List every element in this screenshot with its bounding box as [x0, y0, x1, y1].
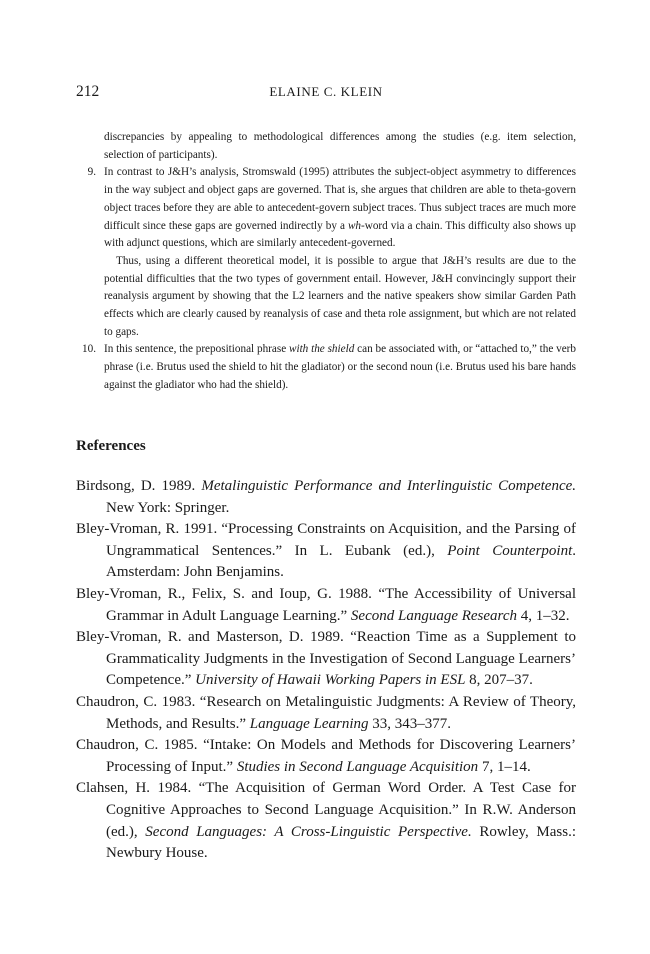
reference-entry	[76, 627, 576, 692]
note-10	[76, 341, 576, 394]
endnotes	[76, 129, 576, 395]
note-continued	[76, 129, 576, 164]
note-number: 10.	[82, 343, 96, 356]
note-paragraph	[104, 341, 576, 394]
reference-text: 7, 1–14.	[478, 758, 531, 775]
reference-entry	[76, 735, 576, 778]
reference-text: . Amsterdam: John Benjamins.	[106, 542, 577, 581]
note-text: Thus, using a different theoretical model, it is possible to argue that J&H’s results are due to the potential difficulties that the two types of government entail. However, J&H convincingly support their reanalysis argument by showing that the L2 learners and the native speakers show similar Garden Path effects which are clearly caused by reanalysis of case and theta role assignment, but which are not related to gaps.	[104, 254, 576, 338]
reference-title: University of Hawaii Working Papers in ESL	[195, 672, 466, 689]
reference-entry	[76, 584, 576, 627]
page-number: 212	[76, 83, 100, 100]
reference-text: Chaudron, C. 1983. “Research on Metalinguistic Judgments: A Review of Theory, Methods, and Results.”	[76, 693, 576, 732]
reference-text: Bley-Vroman, R. 1991. “Processing Constraints on Acquisition, and the Parsing of Ungrammatical Sentences.” In L. Eubank (ed.),	[76, 521, 576, 559]
reference-title: Studies in Second Language Acquisition	[236, 758, 479, 775]
reference-title: Second Language Research	[350, 607, 517, 624]
reference-entry	[76, 778, 576, 864]
note-number: 9.	[87, 166, 96, 179]
note-9	[76, 164, 576, 341]
reference-title: Language Learning	[249, 715, 369, 732]
note-paragraph	[104, 253, 576, 342]
reference-text: New York: Springer.	[106, 499, 230, 516]
reference-text: Bley-Vroman, R. and Masterson, D. 1989. “Reaction Time as a Supplement to Grammaticality Judgments in the Investigation of Second Language Learners’ Competence.”	[76, 629, 576, 689]
reference-entry	[76, 519, 576, 584]
reference-title: Metalinguistic Performance and Interlinguistic Competence.	[201, 478, 577, 494]
note-text: -word via a chain. This difficulty also shows up with adjunct questions, which are similarly antecedent-governed.	[104, 219, 576, 250]
reference-text: 4, 1–32.	[517, 607, 570, 624]
references-section	[76, 438, 576, 865]
note-text-italic: wh	[347, 219, 362, 232]
reference-text: 8, 207–37.	[465, 672, 533, 689]
note-text: discrepancies by appealing to methodological differences among the studies (e.g. item selection, selection of participants).	[104, 131, 576, 161]
note-text: In this sentence, the prepositional phrase	[104, 343, 289, 356]
reference-title: Point Counterpoint	[447, 542, 573, 559]
reference-title: Second Languages: A Cross-Linguistic Perspective.	[145, 823, 472, 840]
note-text: In contrast to J&H’s analysis, Stromswald (1995) attributes the subject-object asymmetry to differences in the way subject and object gaps are governed. That is, she argues that children are able to theta-govern object traces before they are able to antecedent-govern subject traces. Thus subject traces are much more difficult since these gaps are governed indirectly by a	[104, 166, 576, 232]
note-paragraph	[104, 129, 576, 164]
note-paragraph	[104, 164, 576, 253]
reference-text: Chaudron, C. 1985. “Intake: On Models and Methods for Discovering Learners’ Processing of Input.”	[76, 737, 576, 775]
reference-text: Rowley, Mass.: Newbury House.	[106, 823, 576, 862]
note-text-italic: with the shield	[289, 343, 355, 356]
reference-text: Clahsen, H. 1984. “The Acquisition of German Word Order. A Test Case for Cognitive Approaches to Second Language Acquisition.” In R.W. Anderson (ed.),	[76, 780, 576, 840]
reference-text: Bley-Vroman, R., Felix, S. and Ioup, G. 1988. “The Accessibility of Universal Grammar in Adult Language Learning.”	[76, 585, 576, 624]
reference-entry	[76, 692, 576, 735]
running-head	[76, 83, 576, 103]
running-title: ELAINE C. KLEIN	[269, 84, 383, 99]
reference-entry	[76, 476, 576, 519]
references-heading: References	[76, 438, 146, 454]
note-text: can be associated with, or “attached to,” the verb phrase (i.e. Brutus used the shield to hit the gladiator) or the second noun (i.e. Brutus used his bare hands against the gladiator who had the shield).	[104, 343, 576, 391]
reference-text: 33, 343–377.	[368, 715, 452, 732]
reference-text: Birdsong, D. 1989.	[76, 478, 202, 494]
